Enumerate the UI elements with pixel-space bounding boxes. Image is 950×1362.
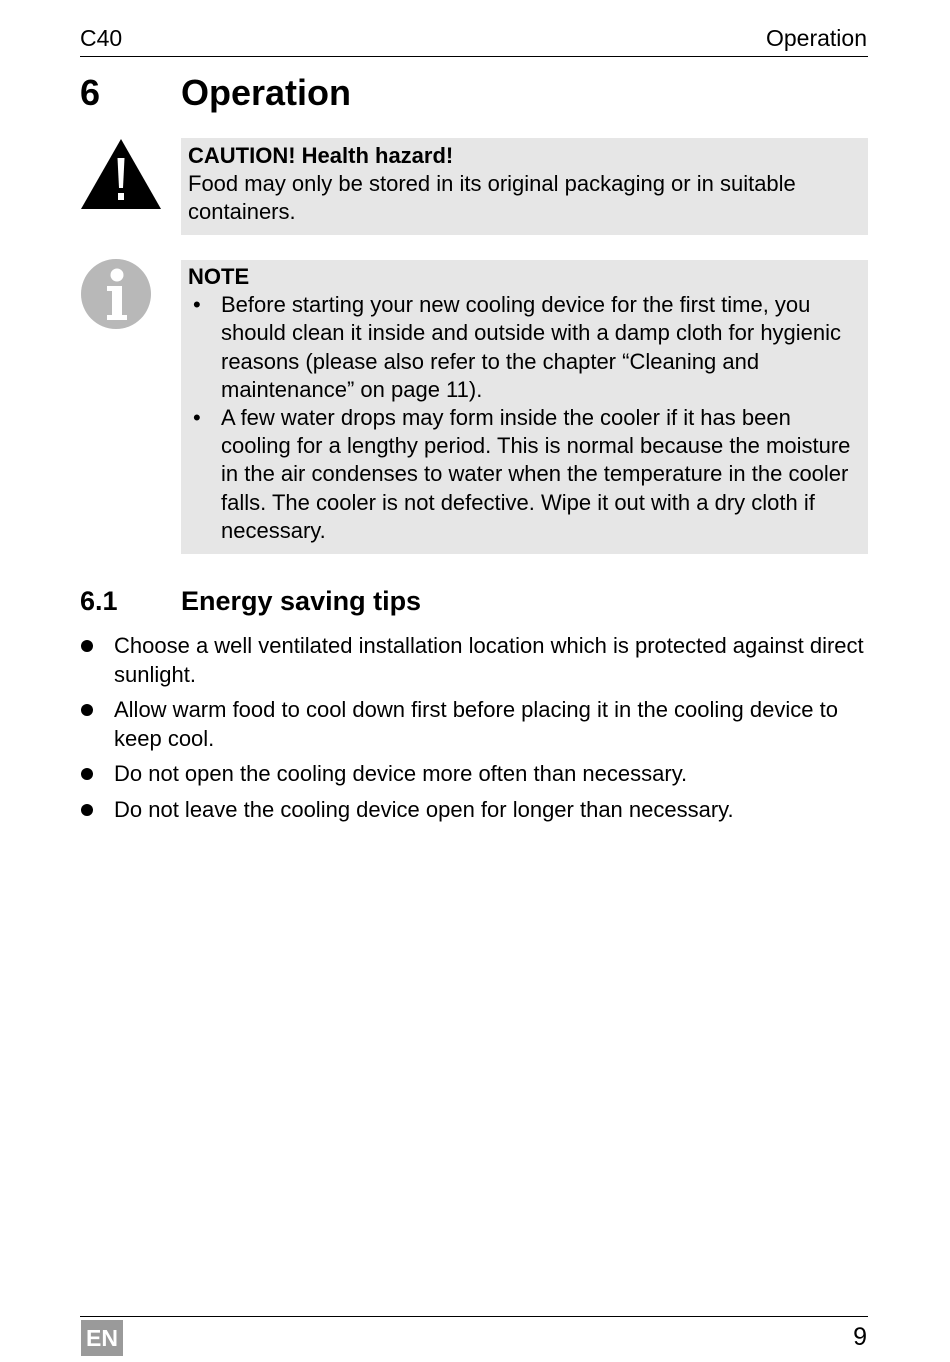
header-divider xyxy=(80,56,868,57)
note-item xyxy=(188,291,860,404)
caution-box xyxy=(181,138,868,235)
page-number: 9 xyxy=(853,1323,867,1351)
bullet-icon: • xyxy=(193,292,201,318)
note-list xyxy=(188,291,860,545)
chapter-number: 6 xyxy=(80,72,101,113)
bullet-dot-icon xyxy=(81,640,93,652)
bullet-icon: • xyxy=(193,405,201,431)
header-model: C40 xyxy=(80,25,123,51)
warning-triangle-icon xyxy=(80,138,162,210)
bullet-dot-icon xyxy=(81,768,93,780)
section-title: Energy saving tips xyxy=(181,586,422,616)
note-item xyxy=(188,404,860,545)
tip-item xyxy=(80,760,868,789)
section-number: 6.1 xyxy=(80,586,118,616)
language-badge: EN xyxy=(81,1320,123,1356)
caution-text: Food may only be stored in its original packaging or in suitable containers. xyxy=(188,171,796,224)
note-item-text: Before starting your new cooling device for the first time, you should clean it inside and outside with a damp cloth for hygienic reasons (please also refer to the chapter “Cleaning and maintenance” on page 11). xyxy=(221,292,842,402)
tips-list xyxy=(80,632,868,831)
info-icon xyxy=(80,258,152,330)
tip-text: Choose a well ventilated installation location which is protected against direct sunlight. xyxy=(114,633,864,687)
note-box xyxy=(181,260,868,554)
note-item-text: A few water drops may form inside the cooler if it has been cooling for a lengthy period. This is normal because the moisture in the air condenses to water when the temperature in the cooler falls. The cooler is not defective. Wipe it out with a dry cloth if necessary. xyxy=(221,405,851,543)
note-title: NOTE xyxy=(188,264,250,289)
tip-text: Allow warm food to cool down first before placing it in the cooling device to keep cool. xyxy=(114,697,838,751)
tip-item xyxy=(80,796,868,825)
tip-item xyxy=(80,696,868,753)
bullet-dot-icon xyxy=(81,704,93,716)
tip-item xyxy=(80,632,868,689)
footer-divider xyxy=(80,1316,868,1317)
chapter-title: Operation xyxy=(181,72,352,113)
header-section: Operation xyxy=(765,25,867,51)
tip-text: Do not open the cooling device more often than necessary. xyxy=(114,761,688,786)
tip-text: Do not leave the cooling device open for longer than necessary. xyxy=(114,796,734,822)
bullet-dot-icon xyxy=(81,804,93,816)
caution-title: CAUTION! Health hazard! xyxy=(188,143,454,168)
